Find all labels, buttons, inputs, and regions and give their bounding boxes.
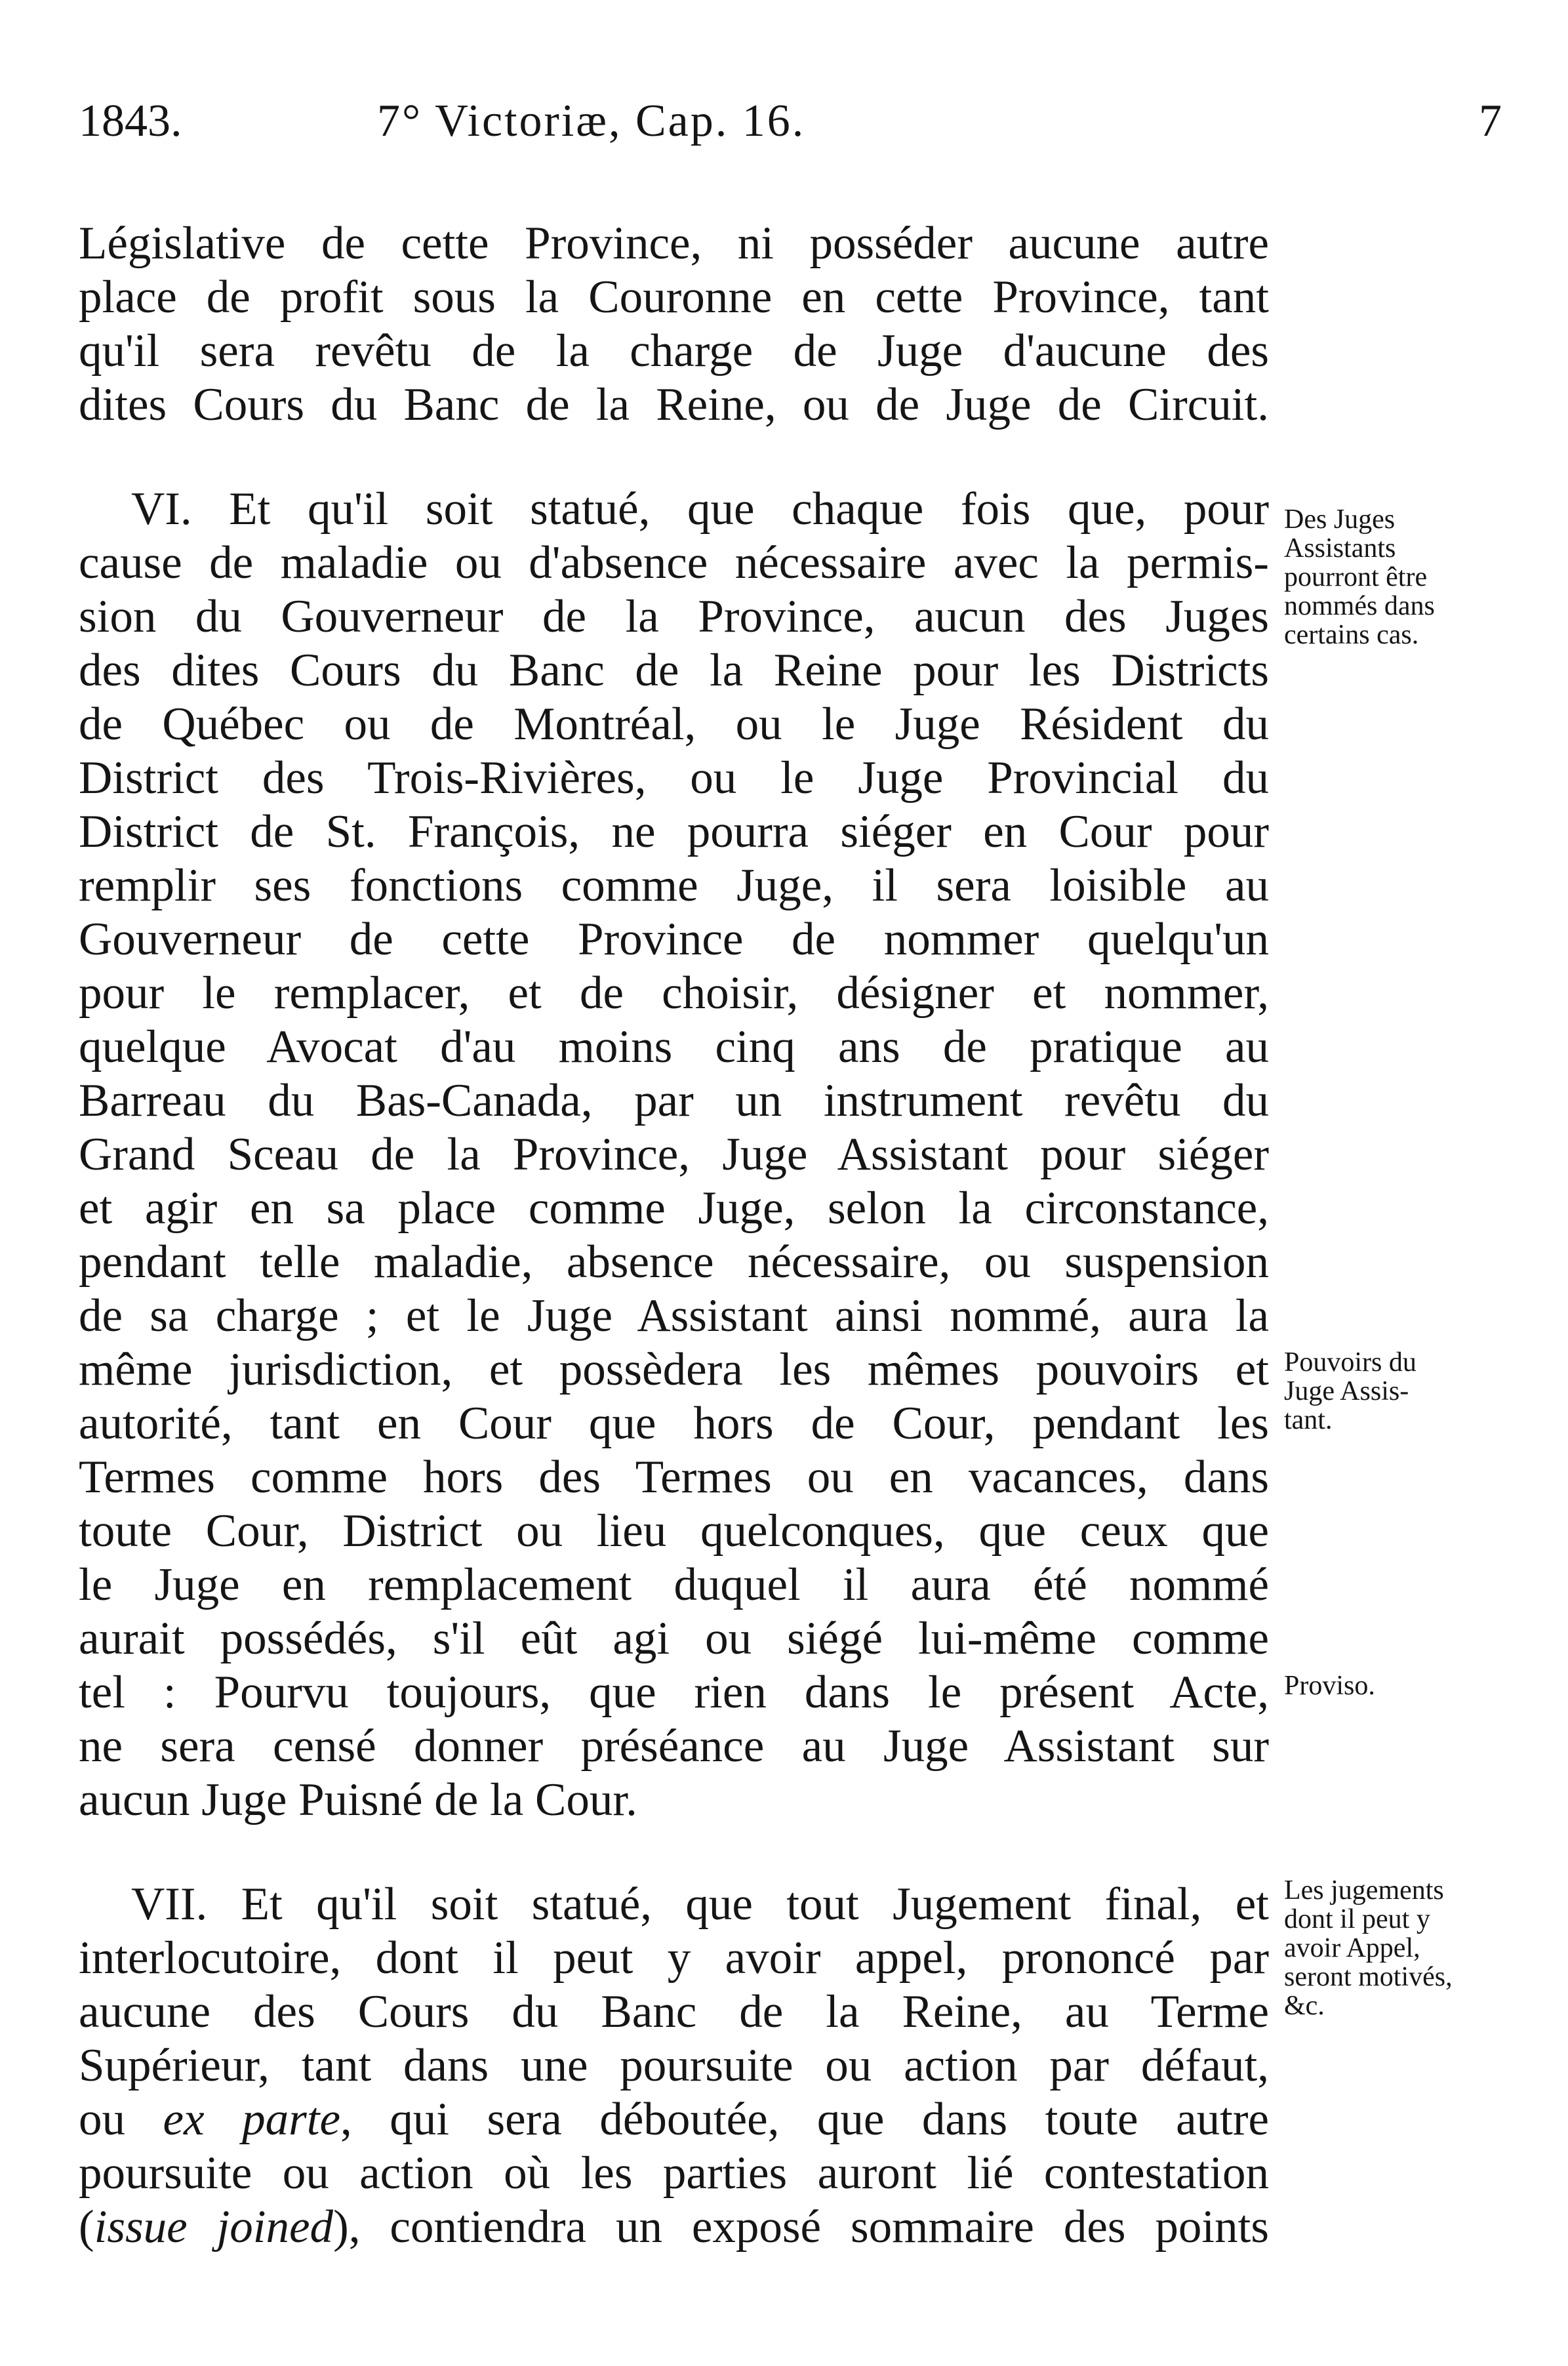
text-line: Législative de cette Province, ni posséder aucune autre bbox=[79, 218, 1269, 269]
margin-note-line: seront motivés, bbox=[1284, 1962, 1453, 1992]
text-line: pendant telle maladie, absence nécessaire, ou suspension bbox=[79, 1236, 1269, 1288]
margin-note-line: certains cas. bbox=[1284, 620, 1419, 650]
margin-note-line: Les jugements bbox=[1284, 1875, 1444, 1906]
margin-note-line: tant. bbox=[1284, 1405, 1333, 1435]
text-fragment: ( bbox=[79, 2201, 94, 2253]
latin-phrase: ex parte bbox=[163, 2094, 340, 2145]
margin-note-line: Proviso. bbox=[1284, 1671, 1375, 1701]
margin-note-proviso bbox=[1284, 1671, 1375, 1700]
text-fragment: ), contiendra un exposé sommaire des points bbox=[333, 2201, 1270, 2253]
header-title: 7° Victoriæ, Cap. 16. bbox=[377, 96, 806, 146]
page-number: 7 bbox=[1479, 96, 1502, 146]
margin-note-line: Assistants bbox=[1284, 533, 1396, 563]
text-line: place de profit sous la Couronne en cette Province, tant bbox=[79, 272, 1269, 323]
margin-note-jugements bbox=[1284, 1876, 1453, 2020]
text-line: tel : Pourvu toujours, que rien dans le présent Acte, bbox=[79, 1667, 1269, 1718]
text-line: cause de maladie ou d'absence nécessaire avec la permis- bbox=[79, 537, 1269, 588]
text-line: le Juge en remplacement duquel il aura été nommé bbox=[79, 1559, 1269, 1610]
text-line: District des Trois-Rivières, ou le Juge Provincial du bbox=[79, 752, 1269, 804]
text-line: toute Cour, District ou lieu quelconques, que ceux que bbox=[79, 1505, 1269, 1557]
margin-note-juges-assistants bbox=[1284, 505, 1435, 649]
text-fragment: , qui sera déboutée, que dans toute autre bbox=[340, 2094, 1269, 2145]
text-line: District de St. François, ne pourra siéger en Cour pour bbox=[79, 806, 1269, 857]
header-year: 1843. bbox=[79, 96, 182, 146]
text-line: quelque Avocat d'au moins cinq ans de pratique au bbox=[79, 1021, 1269, 1072]
english-phrase: issue joined bbox=[94, 2201, 334, 2253]
text-line: aucun Juge Puisné de la Cour. bbox=[79, 1774, 637, 1825]
margin-note-line: Pouvoirs du bbox=[1284, 1347, 1417, 1377]
text-line: Barreau du Bas-Canada, par un instrument revêtu du bbox=[79, 1075, 1269, 1126]
margin-note-line: Juge Assis- bbox=[1284, 1376, 1409, 1406]
text-line: autorité, tant en Cour que hors de Cour, pendant les bbox=[79, 1398, 1269, 1449]
text-line: sion du Gouverneur de la Province, aucun des Juges bbox=[79, 591, 1269, 642]
text-fragment: ou bbox=[79, 2094, 163, 2145]
section-vii-first-line: VII. Et qu'il soit statué, que tout Jugement final, et bbox=[131, 1879, 1269, 1930]
text-line: et agir en sa place comme Juge, selon la circonstance, bbox=[79, 1183, 1269, 1234]
text-line: des dites Cours du Banc de la Reine pour les Districts bbox=[79, 645, 1269, 696]
margin-note-line: dont il peut y bbox=[1284, 1904, 1430, 1934]
margin-note-line: nommés dans bbox=[1284, 591, 1435, 621]
text-line: Grand Sceau de la Province, Juge Assistant pour siéger bbox=[79, 1129, 1269, 1180]
text-line: pour le remplacer, et de choisir, désigner et nommer, bbox=[79, 968, 1269, 1019]
text-line: aucune des Cours du Banc de la Reine, au Terme bbox=[79, 1986, 1269, 2037]
text-line: Termes comme hors des Termes ou en vacances, dans bbox=[79, 1452, 1269, 1503]
text-line: dites Cours du Banc de la Reine, ou de Juge de Circuit. bbox=[79, 379, 1269, 430]
text-line: aurait possédés, s'il eût agi ou siégé lui-même comme bbox=[79, 1613, 1269, 1664]
text-line: qu'il sera revêtu de la charge de Juge d'aucune des bbox=[79, 325, 1269, 377]
text-line: Supérieur, tant dans une poursuite ou action par défaut, bbox=[79, 2040, 1269, 2091]
text-line: ne sera censé donner préséance au Juge Assistant sur bbox=[79, 1721, 1269, 1772]
text-line bbox=[79, 2200, 1269, 2254]
running-header bbox=[79, 95, 1502, 161]
section-vi-first-line: VI. Et qu'il soit statué, que chaque fois que, pour bbox=[131, 483, 1269, 535]
text-line: Gouverneur de cette Province de nommer quelqu'un bbox=[79, 914, 1269, 965]
text-line: remplir ses fonctions comme Juge, il sera loisible au bbox=[79, 860, 1269, 911]
margin-note-line: Des Juges bbox=[1284, 504, 1396, 535]
margin-note-line: &c. bbox=[1284, 1991, 1325, 2021]
text-line: poursuite ou action où les parties auront lié contestation bbox=[79, 2148, 1269, 2199]
text-line: même jurisdiction, et possèdera les mêmes pouvoirs et bbox=[79, 1344, 1269, 1395]
text-line: interlocutoire, dont il peut y avoir appel, prononcé par bbox=[79, 1932, 1269, 1984]
margin-note-pouvoirs bbox=[1284, 1348, 1417, 1435]
margin-note-line: pourront être bbox=[1284, 562, 1428, 592]
text-line bbox=[79, 2092, 1269, 2146]
text-line: de sa charge ; et le Juge Assistant ainsi nommé, aura la bbox=[79, 1290, 1269, 1341]
margin-note-line: avoir Appel, bbox=[1284, 1933, 1420, 1963]
text-line: de Québec ou de Montréal, ou le Juge Résident du bbox=[79, 699, 1269, 750]
